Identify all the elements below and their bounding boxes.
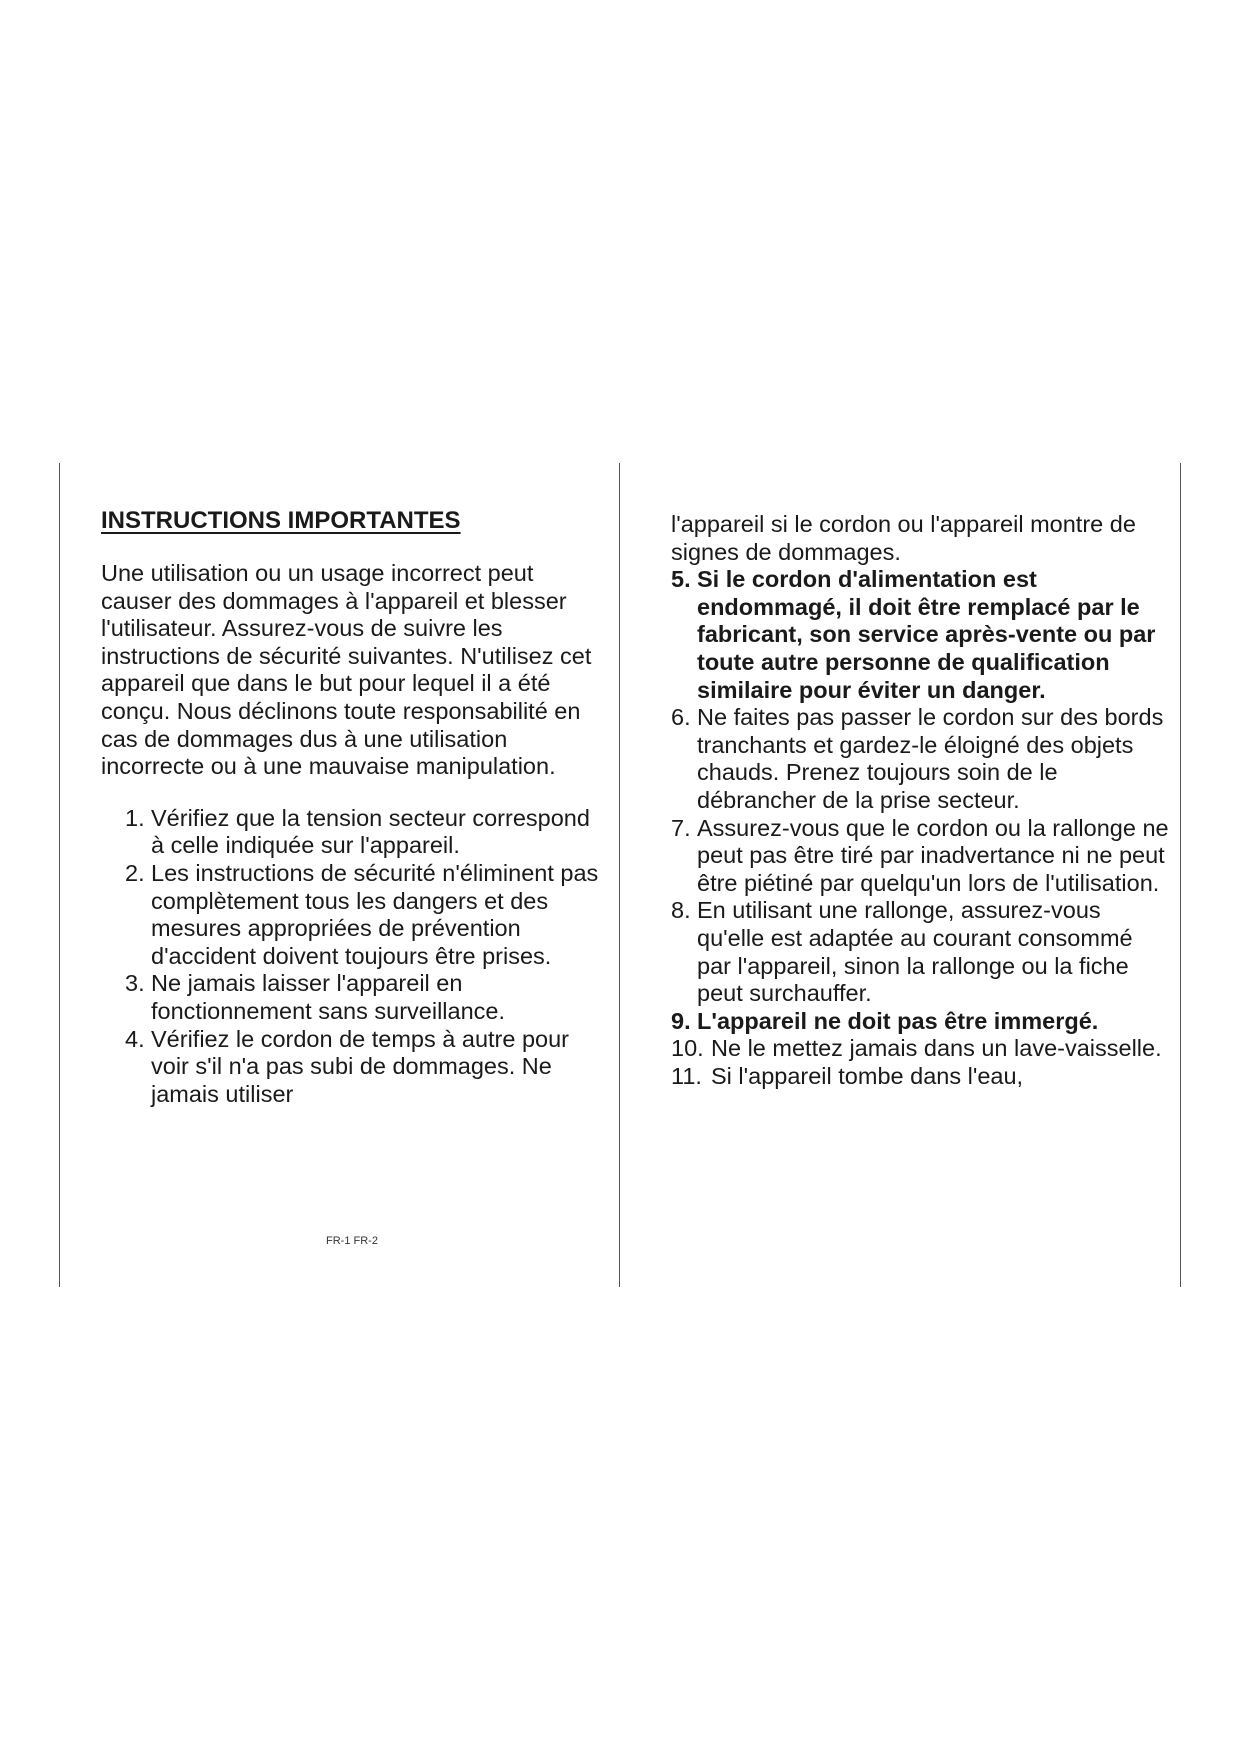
list-item	[671, 1035, 1171, 1063]
item-number: 8.	[671, 897, 691, 924]
item-text: L'appareil ne doit pas être immergé.	[697, 1007, 1099, 1034]
list-item-bold	[671, 1008, 1171, 1036]
item-number: 4.	[125, 1025, 145, 1052]
item-text: Vérifiez que la tension secteur correspond à celle indiquée sur l'appareil.	[151, 804, 590, 859]
item-number: 1.	[125, 804, 145, 831]
item-text: Assurez-vous que le cordon ou la rallonge ne peut pas être tiré par inadvertance ni ne peut être piétiné par quelqu'un lors de l'utilisation.	[697, 814, 1169, 896]
continuation-text: l'appareil si le cordon ou l'appareil montre de signes de dommages.	[671, 511, 1136, 565]
center-divider-line	[619, 463, 620, 1287]
list-item	[671, 1063, 1171, 1091]
item-text: Si l'appareil tombe dans l'eau,	[711, 1062, 1024, 1089]
item-text: Ne faites pas passer le cordon sur des bords tranchants et gardez-le éloigné des objets chauds. Prenez toujours soin de le débrancher de la prise secteur.	[697, 704, 1164, 813]
page-title: INSTRUCTIONS IMPORTANTES	[101, 507, 461, 534]
left-page	[101, 500, 601, 1108]
intro-paragraph: Une utilisation ou un usage incorrect peut causer des dommages à l'appareil et blesser l'utilisateur. Assurez-vous de suivre les instructions de sécurité suivantes. N'utilisez cet appareil que dans le but pour lequel il a été conçu. Nous déclinons toute responsabilité en cas de dommages dus à une utilisation incorrecte ou à une mauvaise manipulation.	[101, 560, 592, 780]
right-border-line	[1180, 463, 1181, 1287]
item-number: 10.	[671, 1035, 704, 1062]
list-item	[671, 897, 1171, 1007]
item-text: En utilisant une rallonge, assurez-vous qu'elle est adaptée au courant consommé par l'appareil, sinon la rallonge ou la fiche peut surchauffer.	[697, 897, 1133, 1007]
item-number: 2.	[125, 859, 145, 886]
safety-list-right	[671, 566, 1171, 1090]
item-number: 3.	[125, 970, 145, 997]
list-item	[671, 815, 1171, 898]
item-number: 5.	[671, 566, 691, 593]
list-item	[101, 805, 601, 860]
item-text: Si le cordon d'alimentation est endommagé, il doit être remplacé par le fabricant, son service après-vente ou par toute autre personne de qualification similaire pour éviter un danger.	[697, 566, 1156, 703]
list-item-bold	[671, 566, 1171, 704]
list-item	[101, 970, 601, 1025]
item-text: Vérifiez le cordon de temps à autre pour voir s'il n'a pas subi de dommages. Ne jamais utiliser	[151, 1025, 570, 1107]
item-text: Les instructions de sécurité n'éliminent pas complètement tous les dangers et des mesures appropriées de prévention d'accident doivent toujours être prises.	[151, 859, 599, 969]
list-item	[671, 704, 1171, 814]
item-number: 11.	[671, 1062, 702, 1089]
list-item	[101, 1026, 601, 1109]
item-text: Ne le mettez jamais dans un lave-vaisselle.	[711, 1035, 1162, 1062]
list-item	[101, 860, 601, 970]
left-border-line	[59, 463, 60, 1287]
item-number: 6.	[671, 704, 691, 731]
item-text: Ne jamais laisser l'appareil en fonctionnement sans surveillance.	[151, 970, 506, 1024]
right-page	[671, 511, 1171, 1090]
page-number-label: FR-1 FR-2	[326, 1235, 378, 1247]
safety-list-left	[101, 805, 601, 1109]
item-number: 7.	[671, 814, 691, 841]
item-number: 9.	[671, 1007, 691, 1034]
